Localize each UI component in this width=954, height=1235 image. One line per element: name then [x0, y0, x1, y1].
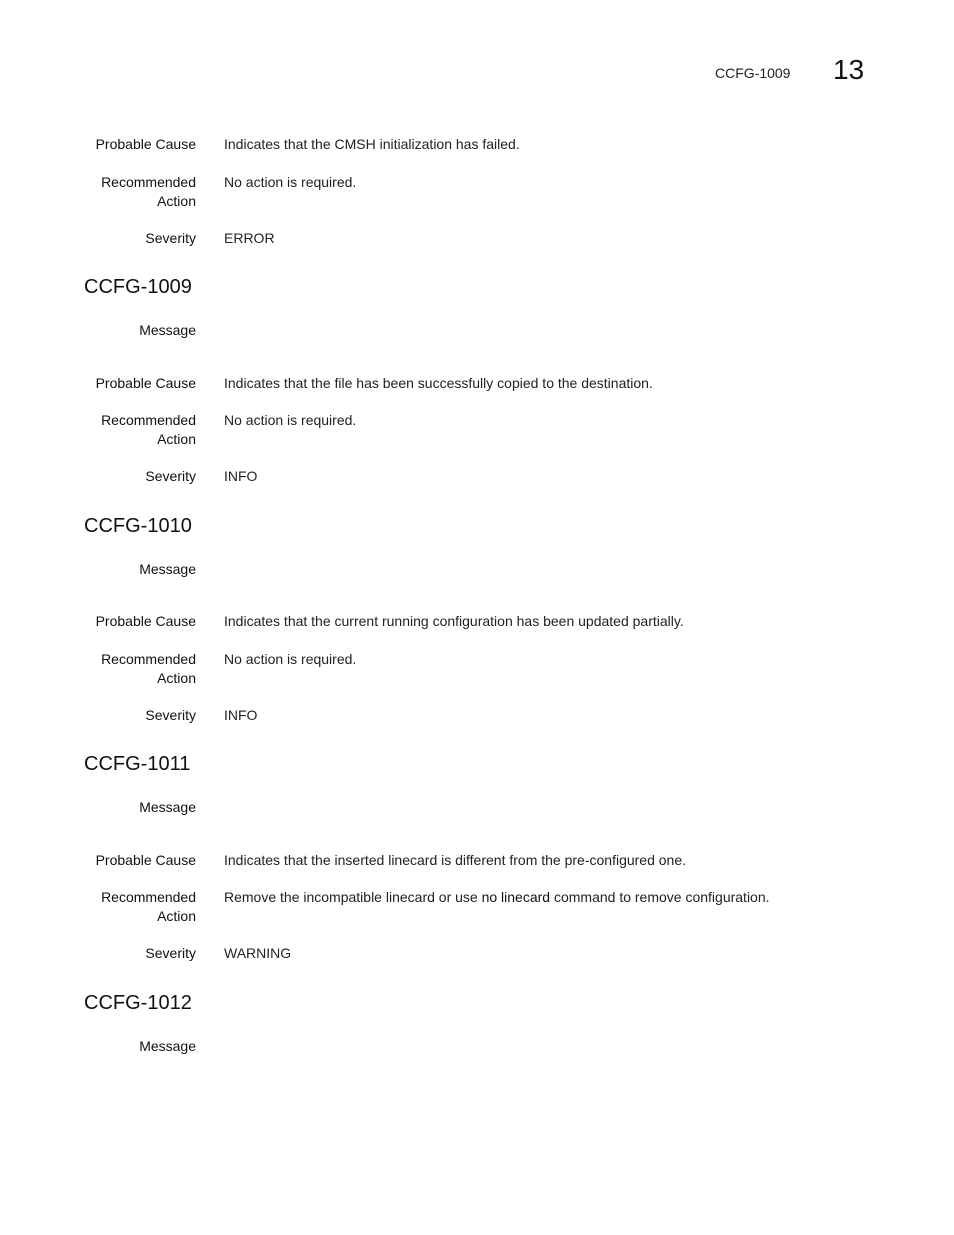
recommended-label-line1: Recommended [101, 889, 196, 905]
recommended-label-line1: Recommended [101, 174, 196, 190]
recommended-label-line1: Recommended [101, 412, 196, 428]
severity-label: Severity [145, 230, 196, 246]
section-title: CCFG-1010 [84, 515, 192, 537]
recommended-label-line1: Recommended [101, 651, 196, 667]
running-header-section: CCFG-1009 [715, 65, 791, 81]
probable-cause-label: Probable Cause [95, 375, 196, 391]
probable-cause-label: Probable Cause [95, 852, 196, 868]
recommended-label-line2: Action [157, 193, 196, 209]
probable-cause-label: Probable Cause [95, 136, 196, 152]
recommended-label-line2: Action [157, 670, 196, 686]
recommended-action-text-after: command to remove configuration. [550, 889, 770, 905]
severity-value: ERROR [224, 230, 275, 246]
message-label: Message [139, 561, 196, 577]
recommended-label-line2: Action [157, 908, 196, 924]
message-label: Message [139, 1038, 196, 1054]
probable-cause-text: Indicates that the CMSH initialization has failed. [224, 136, 520, 152]
recommended-action-text: No action is required. [224, 651, 357, 667]
section-title: CCFG-1009 [84, 276, 192, 298]
recommended-action-label [56, 411, 196, 449]
probable-cause-label: Probable Cause [95, 613, 196, 629]
probable-cause-text: Indicates that the inserted linecard is different from the pre-configured one. [224, 852, 687, 868]
severity-label: Severity [145, 945, 196, 961]
severity-value: INFO [224, 468, 258, 484]
severity-label: Severity [145, 707, 196, 723]
recommended-label-line2: Action [157, 431, 196, 447]
recommended-action-text: No action is required. [224, 174, 357, 190]
chapter-number: 13 [833, 54, 865, 85]
recommended-action-label [56, 888, 196, 926]
section-title: CCFG-1012 [84, 992, 192, 1014]
severity-label: Severity [145, 468, 196, 484]
severity-value: INFO [224, 707, 258, 723]
recommended-action-text: No action is required. [224, 412, 357, 428]
recommended-action-text-before: Remove the incompatible linecard or use [224, 889, 482, 905]
section-title: CCFG-1011 [84, 753, 191, 775]
message-label: Message [139, 799, 196, 815]
probable-cause-text: Indicates that the current running configuration has been updated partially. [224, 613, 684, 629]
recommended-action-text [224, 888, 914, 907]
message-label: Message [139, 322, 196, 338]
recommended-action-label [56, 173, 196, 211]
recommended-action-label [56, 650, 196, 688]
command-name: no linecard [481, 889, 551, 905]
probable-cause-text: Indicates that the file has been successfully copied to the destination. [224, 375, 653, 391]
severity-value: WARNING [224, 945, 292, 961]
